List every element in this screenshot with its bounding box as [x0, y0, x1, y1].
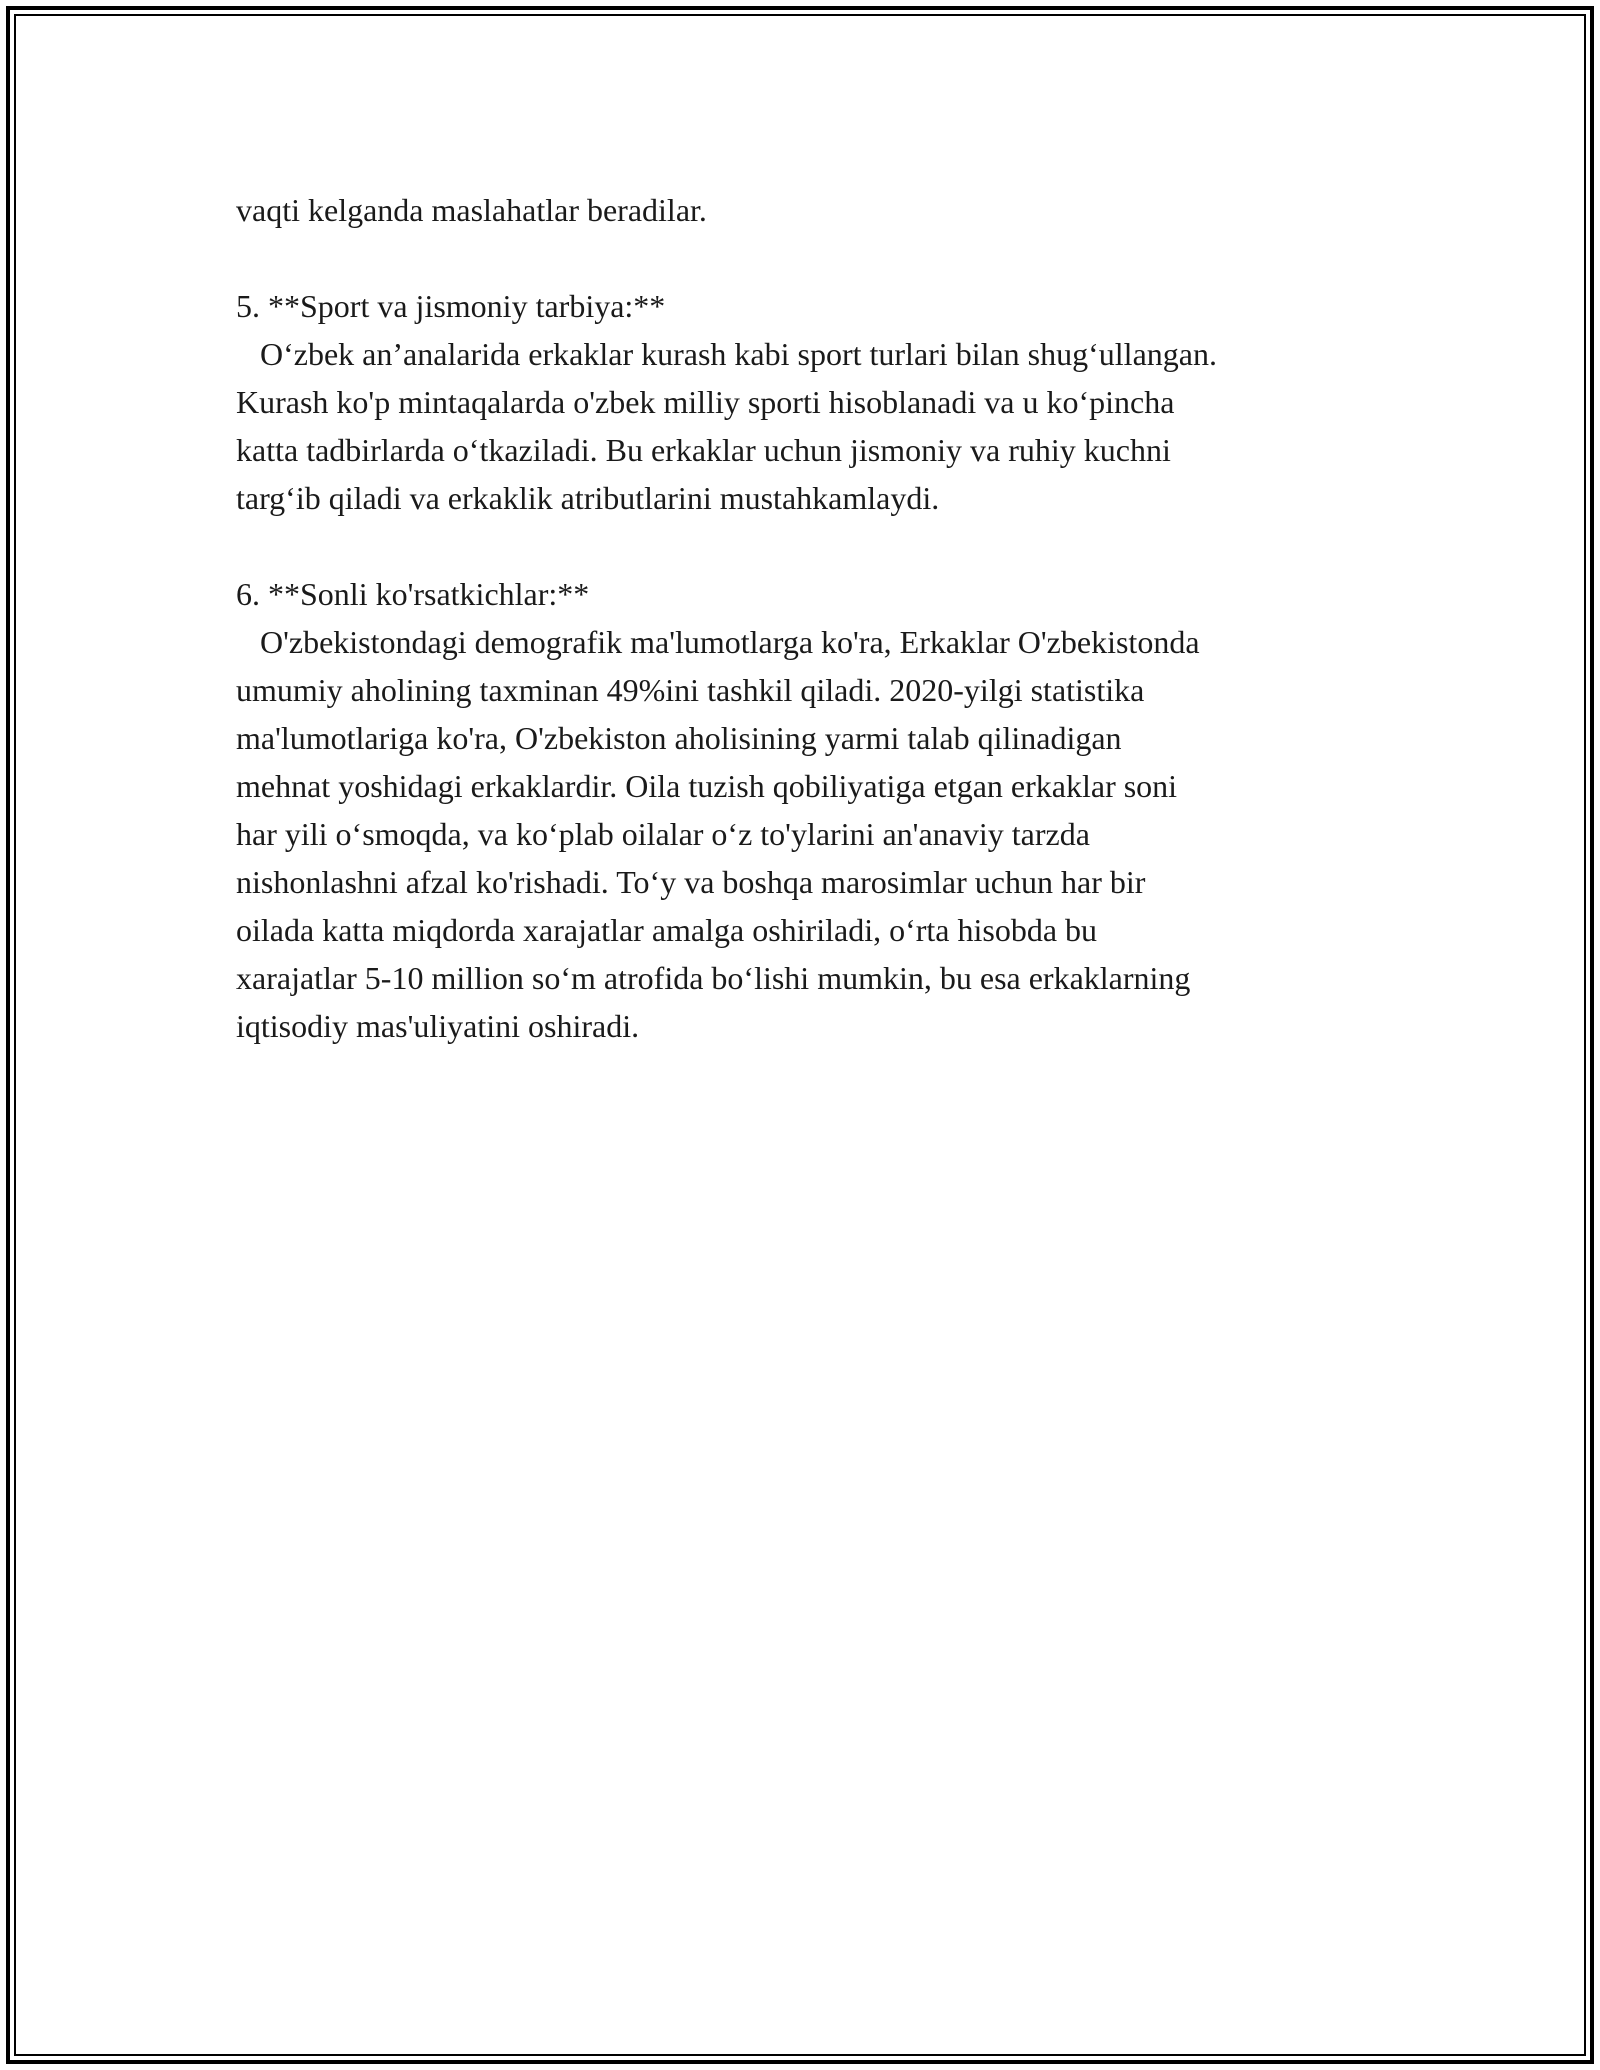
paragraph-line: nishonlashni afzal ko'rishadi. To‘y va boshqa marosimlar uchun har bir — [236, 864, 1146, 900]
document-page — [236, 186, 1376, 1050]
section-sport — [236, 282, 1376, 522]
paragraph-line: mehnat yoshidagi erkaklardir. Oila tuzish qobiliyatiga etgan erkaklar soni — [236, 768, 1178, 804]
section-heading: 5. **Sport va jismoniy tarbiya:** — [236, 288, 666, 324]
paragraph-line: xarajatlar 5-10 million so‘m atrofida bo‘lishi mumkin, bu esa erkaklarning — [236, 960, 1191, 996]
section-statistics — [236, 570, 1376, 1050]
section-heading: 6. **Sonli ko'rsatkichlar:** — [236, 576, 590, 612]
paragraph-line: har yili o‘smoqda, va ko‘plab oilalar o‘z to'ylarini an'anaviy tarzda — [236, 816, 1090, 852]
paragraph-line: O'zbekistondagi demografik ma'lumotlarga ko'ra, Erkaklar O'zbekistonda — [236, 624, 1200, 660]
paragraph-line: oilada katta miqdorda xarajatlar amalga oshiriladi, o‘rta hisobda bu — [236, 912, 1098, 948]
paragraph-gap — [236, 234, 1376, 282]
paragraph-line: ma'lumotlariga ko'ra, O'zbekiston aholisining yarmi talab qilinadigan — [236, 720, 1122, 756]
paragraph-line: umumiy aholining taxminan 49%ini tashkil qiladi. 2020-yilgi statistika — [236, 672, 1145, 708]
paragraph-line: iqtisodiy mas'uliyatini oshiradi. — [236, 1008, 640, 1044]
intro-line: vaqti kelgandа maslahatlar beradilar. — [236, 192, 707, 228]
paragraph-gap — [236, 522, 1376, 570]
paragraph-line: Kurash ko'p mintaqalarda o'zbek milliy sporti hisoblanadi va u ko‘pincha — [236, 384, 1175, 420]
paragraph-line: O‘zbek an’analarida erkaklar kurash kabi sport turlari bilan shug‘ullangan. — [236, 336, 1217, 372]
paragraph-line: katta tadbirlarda o‘tkaziladi. Bu erkaklar uchun jismoniy va ruhiy kuchni — [236, 432, 1171, 468]
paragraph-line: targ‘ib qiladi va erkaklik atributlarini mustahkamlaydi. — [236, 480, 940, 516]
